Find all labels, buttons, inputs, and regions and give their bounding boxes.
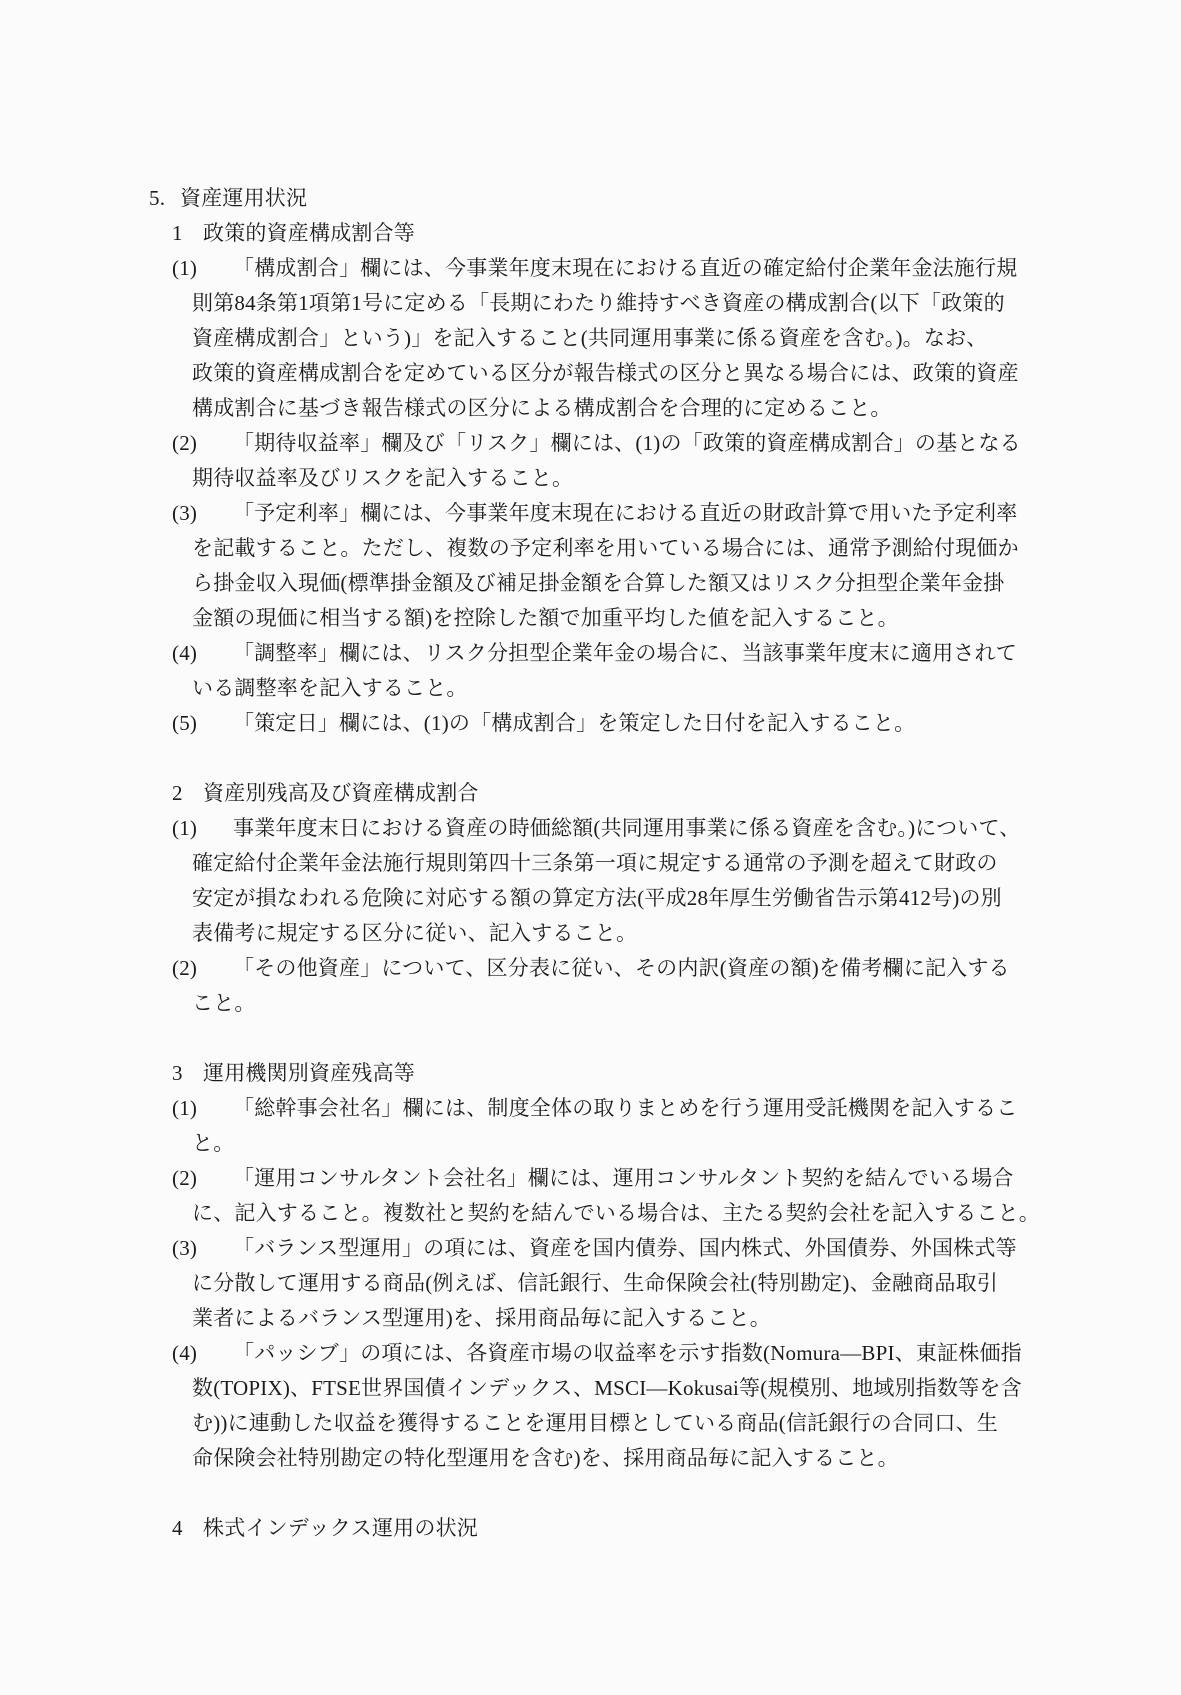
section-2-heading [0,776,1181,811]
item-text: 「策定日」欄には、(1)の「構成割合」を策定した日付を記入すること。 [233,711,916,735]
section-4-heading [0,1511,1181,1546]
section-3-item-4-line-2: 数(TOPIX)、FTSE世界国債インデックス、MSCI―Kokusai等(規模別、地域別指数等を含 [192,1376,1022,1400]
section-3-item-1-line-1 [0,1091,1181,1126]
page-title [0,181,1181,216]
section-4-title: 株式インデックス運用の状況 [203,1516,478,1540]
section-3-item-1-line-2: と。 [192,1131,235,1155]
section-1-item-5-line-1 [0,706,1181,741]
section-3-number: 3 [172,1061,183,1085]
section-1-item-2-line-2: 期待収益率及びリスクを記入すること。 [192,466,574,490]
item-label: (1) [172,816,198,840]
section-4-number: 4 [172,1516,183,1540]
section-1-item-1-line-3: 資産構成割合」という)」を記入すること(共同運用事業に係る資産を含む。)。なお、 [192,326,988,350]
section-1-item-3-line-3: ら掛金収入現価(標準掛金額及び補足掛金額を合算した額又はリスク分担型企業年金掛 [192,571,1005,595]
section-2-item-1-line-2: 確定給付企業年金法施行規則第四十三条第一項に規定する通常の予測を超えて財政の [192,851,998,875]
item-label: (4) [172,1341,198,1365]
item-text: 「バランス型運用」の項には、資産を国内債券、国内株式、外国債券、外国株式等 [233,1236,1017,1260]
page-title-text: 資産運用状況 [180,186,308,210]
section-2-item-1-line-4: 表備考に規定する区分に従い、記入すること。 [192,921,638,945]
section-2-item-1-line-3: 安定が損なわれる危険に対応する額の算定方法(平成28年厚生労働省告示第412号)の別 [192,886,1002,910]
item-text: 「構成割合」欄には、今事業年度末現在における直近の確定給付企業年金法施行規 [233,256,1018,280]
section-1-number: 1 [172,221,183,245]
section-1-item-3-line-2: を記載すること。ただし、複数の予定利率を用いている場合には、通常予測給付現価か [192,536,1019,560]
section-2-title: 資産別残高及び資産構成割合 [203,781,479,805]
item-text: 「総幹事会社名」欄には、制度全体の取りまとめを行う運用受託機関を記入するこ [233,1096,1018,1120]
item-text: 「パッシブ」の項には、各資産市場の収益率を示す指数(Nomura―BPI、東証株価指 [233,1341,1022,1365]
section-3-item-3-line-1 [0,1231,1181,1266]
item-text: 事業年度末日における資産の時価総額(共同運用事業に係る資産を含む。)について、 [233,816,1021,840]
section-1-item-1-line-1 [0,251,1181,286]
item-label: (4) [172,641,198,665]
item-text: 「予定利率」欄には、今事業年度末現在における直近の財政計算で用いた予定利率 [233,501,1018,525]
item-label: (2) [172,1166,198,1190]
item-text: 「その他資産」について、区分表に従い、その内訳(資産の額)を備考欄に記入する [233,956,1010,980]
section-3-item-4-line-4: 命保険会社特別勘定の特化型運用を含む)を、採用商品毎に記入すること。 [192,1446,899,1470]
section-3-item-4-line-3: む))に連動した収益を獲得することを運用目標としている商品(信託銀行の合同口、生 [192,1411,998,1435]
item-text: 「運用コンサルタント会社名」欄には、運用コンサルタント契約を結んでいる場合 [233,1166,1014,1190]
section-3-item-3-line-2: に分散して運用する商品(例えば、信託銀行、生命保険会社(特別勘定)、金融商品取引 [192,1271,998,1295]
section-1-item-1-line-2: 則第84条第1項第1号に定める「長期にわたり維持すべき資産の構成割合(以下「政策的 [192,291,1005,315]
item-text: 「調整率」欄には、リスク分担型企業年金の場合に、当該事業年度末に適用されて [233,641,1017,665]
section-2-item-2-line-1 [0,951,1181,986]
section-2-number: 2 [172,781,183,805]
section-3-item-2-line-2: に、記入すること。複数社と契約を結んでいる場合は、主たる契約会社を記入すること。 [192,1201,1040,1225]
section-1-item-4-line-1 [0,636,1181,671]
item-text: 「期待収益率」欄及び「リスク」欄には、(1)の「政策的資産構成割合」の基となる [233,431,1021,455]
item-label: (3) [172,1236,198,1260]
page-title-number: 5. [149,186,166,210]
section-3-item-3-line-3: 業者によるバランス型運用)を、採用商品毎に記入すること。 [192,1306,771,1330]
section-1-title: 政策的資産構成割合等 [203,221,415,245]
section-3-heading [0,1056,1181,1091]
section-1-item-1-line-5: 構成割合に基づき報告様式の区分による構成割合を合理的に定めること。 [192,396,892,420]
item-label: (5) [172,711,198,735]
section-2-item-2-line-2: こと。 [192,991,256,1015]
section-3-item-4-line-1 [0,1336,1181,1371]
item-label: (2) [172,956,198,980]
item-label: (2) [172,431,198,455]
item-label: (1) [172,1096,198,1120]
section-3-title: 運用機関別資産残高等 [203,1061,415,1085]
section-1-heading [0,216,1181,251]
section-1-item-1-line-4: 政策的資産構成割合を定めている区分が報告様式の区分と異なる場合には、政策的資産 [192,361,1019,385]
section-1-item-3-line-4: 金額の現価に相当する額)を控除した額で加重平均した値を記入すること。 [192,606,899,630]
item-label: (3) [172,501,198,525]
item-label: (1) [172,256,198,280]
section-3-item-2-line-1 [0,1161,1181,1196]
section-1-item-2-line-1 [0,426,1181,461]
section-2-item-1-line-1 [0,811,1181,846]
section-1-item-4-line-2: いる調整率を記入すること。 [192,676,468,700]
section-1-item-3-line-1 [0,496,1181,531]
